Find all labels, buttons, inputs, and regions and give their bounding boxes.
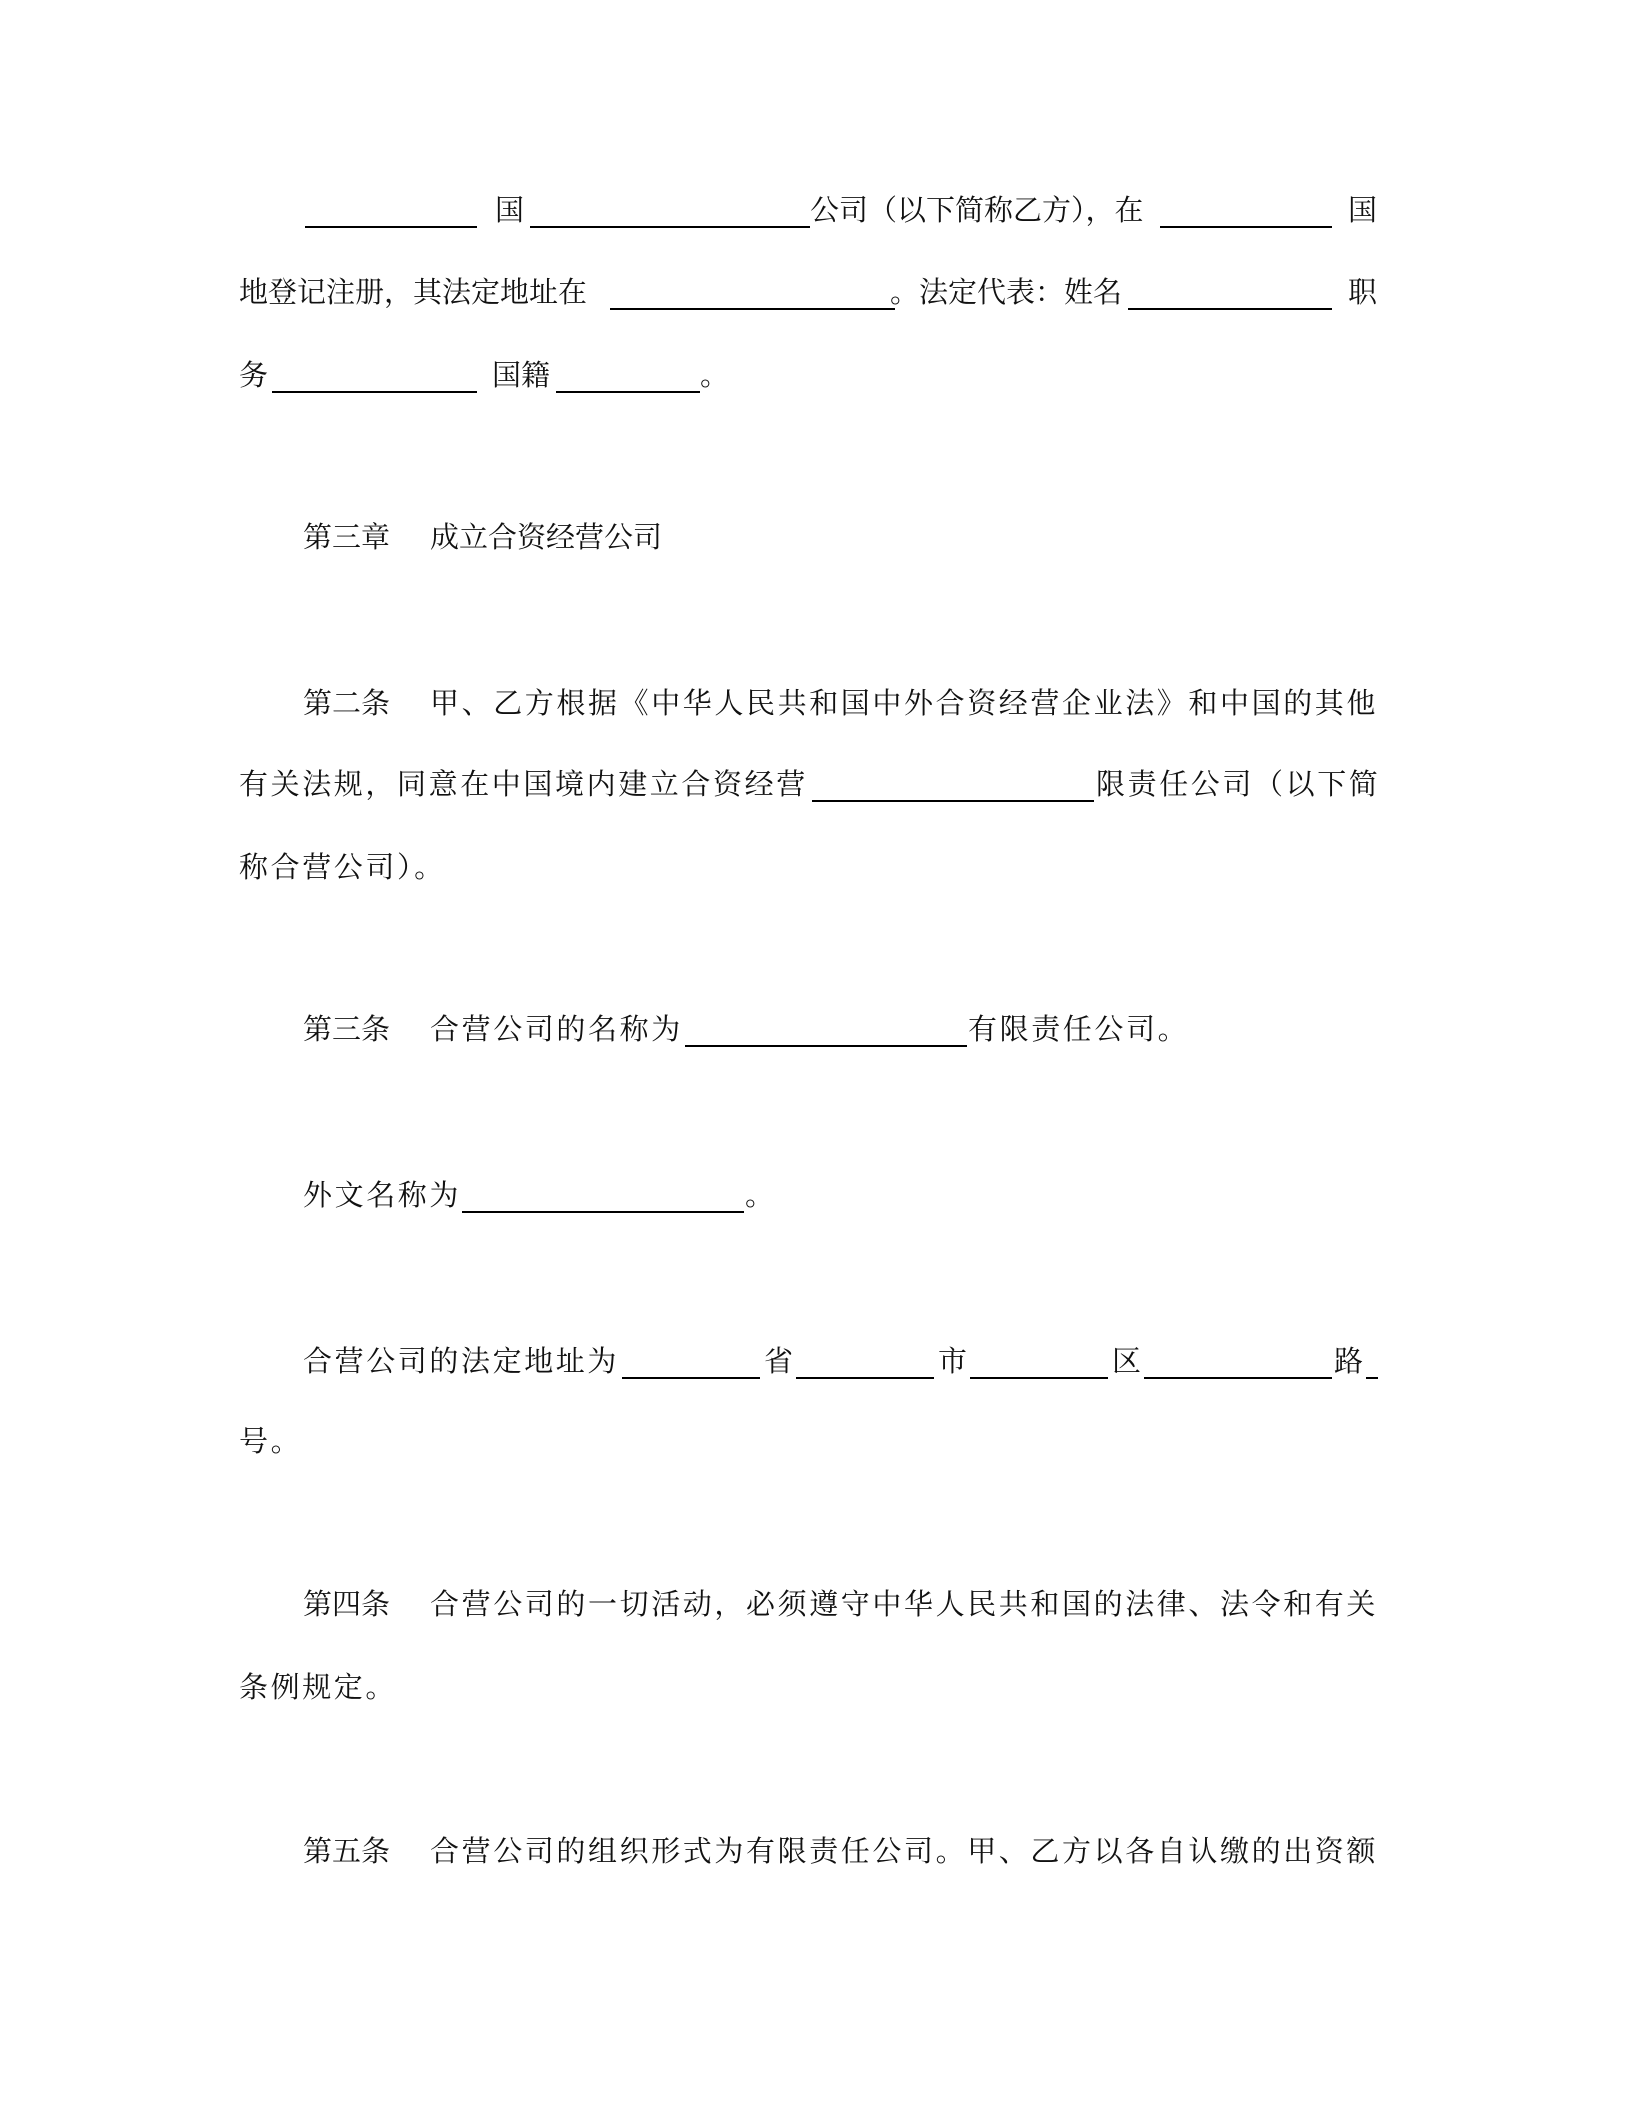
foreign-name-blank[interactable]	[462, 1175, 744, 1213]
article-4-label: 第四条	[303, 1587, 391, 1621]
text-city: 市	[938, 1344, 968, 1378]
text-zhi: 职	[1348, 275, 1378, 309]
text-registered: 地登记注册，其法定地址在	[239, 275, 588, 309]
district-blank[interactable]	[970, 1341, 1108, 1379]
article-4-text-1: 合营公司的一切活动，必须遵守中华人民共和国的法律、法令和有关	[430, 1587, 1379, 1621]
registration-country-blank[interactable]	[1160, 190, 1332, 228]
country-blank[interactable]	[305, 190, 477, 228]
article-2-text-4: 称合营公司）。	[239, 850, 446, 884]
article-2-text-2: 有关法规，同意在中国境内建立合资经营	[239, 767, 808, 801]
province-blank[interactable]	[622, 1341, 760, 1379]
text-road: 路	[1334, 1344, 1364, 1378]
text-province: 省	[764, 1344, 794, 1378]
company-name-blank-2[interactable]	[685, 1009, 967, 1047]
road-blank[interactable]	[1144, 1341, 1332, 1379]
text-period: 。	[700, 358, 730, 392]
article-2-text-1: 甲、乙方根据《中华人民共和国中外合资经营企业法》和中国的其他	[430, 686, 1379, 720]
article-5-text-1: 合营公司的组织形式为有限责任公司。甲、乙方以各自认缴的出资额	[430, 1834, 1379, 1868]
article-3-text-1: 合营公司的名称为	[430, 1012, 683, 1046]
text-district: 区	[1112, 1344, 1142, 1378]
text-number: 号。	[239, 1424, 303, 1458]
article-3-text-2: 有限责任公司。	[968, 1012, 1190, 1046]
foreign-name-period: 。	[745, 1178, 775, 1212]
article-2-text-3: 限责任公司（以下简	[1096, 767, 1381, 801]
city-blank[interactable]	[796, 1341, 934, 1379]
article-5-label: 第五条	[303, 1834, 391, 1868]
chapter-title: 成立合资经营公司	[430, 520, 663, 554]
address-label: 合营公司的法定地址为	[303, 1344, 620, 1378]
text-wu: 务	[239, 358, 269, 392]
text-legal-rep: 。法定代表：姓名	[890, 275, 1123, 309]
article-2-label: 第二条	[303, 686, 391, 720]
nationality-blank[interactable]	[556, 355, 700, 393]
text-guo: 国	[495, 193, 525, 227]
company-name-blank[interactable]	[530, 190, 810, 228]
number-blank[interactable]	[1366, 1341, 1378, 1379]
text-nationality: 国籍	[492, 358, 551, 392]
chapter-number: 第三章	[303, 520, 391, 554]
jv-name-blank[interactable]	[812, 764, 1094, 802]
position-blank[interactable]	[272, 355, 477, 393]
article-4-text-2: 条例规定。	[239, 1670, 398, 1704]
article-3-label: 第三条	[303, 1012, 391, 1046]
foreign-name-label: 外文名称为	[303, 1178, 462, 1212]
text-guo-2: 国	[1348, 193, 1378, 227]
rep-name-blank[interactable]	[1128, 272, 1332, 310]
text-company-b: 公司（以下简称乙方），在	[810, 193, 1144, 227]
legal-address-blank[interactable]	[610, 272, 895, 310]
